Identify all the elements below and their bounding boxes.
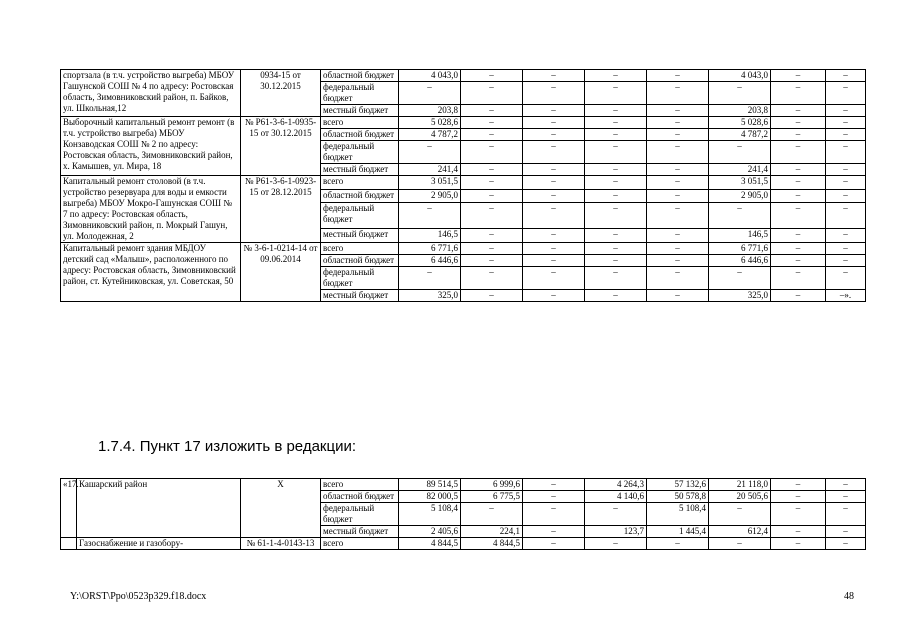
amount-cell: – xyxy=(585,176,647,190)
funding-source: всего xyxy=(321,117,399,129)
amount-cell: 1 445,4 xyxy=(647,526,709,538)
amount-cell: 5 108,4 xyxy=(647,503,709,526)
amount-cell: – xyxy=(523,503,585,526)
object-name: Кашарский район xyxy=(77,479,241,538)
amount-cell: – xyxy=(523,267,585,290)
funding-source: областной бюджет xyxy=(321,189,399,203)
amount-cell: 82 000,5 xyxy=(399,491,461,503)
amount-cell: 6 446,6 xyxy=(399,255,461,267)
funding-source: федеральный бюджет xyxy=(321,267,399,290)
funding-source: федеральный бюджет xyxy=(321,503,399,526)
amount-cell: – xyxy=(523,526,585,538)
budget-table-item-17 xyxy=(60,478,866,550)
amount-cell: – xyxy=(771,105,826,117)
amount-cell: – xyxy=(826,229,866,243)
amount-cell: – xyxy=(647,229,709,243)
amount-cell: 241,4 xyxy=(399,164,461,176)
amount-cell: 5 028,6 xyxy=(709,117,771,129)
amount-cell: – xyxy=(771,503,826,526)
amount-cell: 4 264,3 xyxy=(585,479,647,491)
funding-source: областной бюджет xyxy=(321,255,399,267)
amount-cell: 612,4 xyxy=(709,526,771,538)
amount-cell: 4 043,0 xyxy=(709,70,771,82)
amount-cell: – xyxy=(523,189,585,203)
funding-source: всего xyxy=(321,243,399,255)
amount-cell: – xyxy=(585,105,647,117)
amount-cell: – xyxy=(826,538,866,550)
amount-cell: – xyxy=(461,503,523,526)
amount-cell: – xyxy=(647,164,709,176)
amount-cell: – xyxy=(585,141,647,164)
amount-cell: – xyxy=(523,203,585,229)
amount-cell: – xyxy=(523,70,585,82)
object-name: Газоснабжение и газоборy- xyxy=(77,538,241,550)
amount-cell: – xyxy=(585,82,647,105)
amount-cell: – xyxy=(771,491,826,503)
amount-cell: – xyxy=(523,243,585,255)
amount-cell: – xyxy=(771,117,826,129)
amount-cell: 6 999,6 xyxy=(461,479,523,491)
budget-table-continued xyxy=(60,69,866,302)
amount-cell: – xyxy=(461,82,523,105)
amount-cell: – xyxy=(647,82,709,105)
amount-cell: – xyxy=(826,255,866,267)
amount-cell: 325,0 xyxy=(709,290,771,302)
amount-cell: 57 132,6 xyxy=(647,479,709,491)
amount-cell: – xyxy=(771,479,826,491)
amount-cell: –». xyxy=(826,290,866,302)
amount-cell: – xyxy=(647,267,709,290)
amount-cell: – xyxy=(523,176,585,190)
amount-cell: 203,8 xyxy=(709,105,771,117)
document-number: № Р61-3-6-1-0935-15 от 30.12.2015 xyxy=(241,117,321,176)
amount-cell: 21 118,0 xyxy=(709,479,771,491)
amount-cell: – xyxy=(461,176,523,190)
item-number xyxy=(61,538,77,550)
amount-cell: – xyxy=(647,117,709,129)
amount-cell: – xyxy=(523,105,585,117)
funding-source: местный бюджет xyxy=(321,164,399,176)
amount-cell: 4 140,6 xyxy=(585,491,647,503)
item-number: «17. xyxy=(61,479,77,538)
amount-cell: – xyxy=(647,141,709,164)
amount-cell: – xyxy=(461,105,523,117)
funding-source: областной бюджет xyxy=(321,129,399,141)
funding-source: федеральный бюджет xyxy=(321,141,399,164)
table-row xyxy=(61,117,866,129)
amount-cell: – xyxy=(647,129,709,141)
amount-cell: 5 028,6 xyxy=(399,117,461,129)
amount-cell: – xyxy=(523,164,585,176)
funding-source: местный бюджет xyxy=(321,526,399,538)
amount-cell: 224,1 xyxy=(461,526,523,538)
amount-cell: – xyxy=(771,290,826,302)
amount-cell: – xyxy=(399,203,461,229)
amount-cell: – xyxy=(771,141,826,164)
amount-cell: 325,0 xyxy=(399,290,461,302)
amount-cell: – xyxy=(826,243,866,255)
amount-cell: – xyxy=(461,117,523,129)
amount-cell: – xyxy=(461,203,523,229)
amount-cell: – xyxy=(585,229,647,243)
amount-cell: – xyxy=(523,82,585,105)
document-number: Х xyxy=(241,479,321,538)
amount-cell: – xyxy=(771,189,826,203)
amount-cell: – xyxy=(709,141,771,164)
amount-cell: – xyxy=(826,203,866,229)
amount-cell: – xyxy=(647,290,709,302)
amount-cell: – xyxy=(826,70,866,82)
amount-cell: – xyxy=(523,479,585,491)
amount-cell: – xyxy=(826,176,866,190)
document-number: № 3-6-1-0214-14 от 09.06.2014 xyxy=(241,243,321,302)
amount-cell: – xyxy=(461,189,523,203)
amount-cell: – xyxy=(461,243,523,255)
object-name: Капитальный ремонт здания МБДОУ детский сад «Малыш», расположенного по адресу: Ростовская область, Зимовниковский район, ст. Кутейниковская, ул. Советская, 50 xyxy=(61,243,241,302)
amount-cell: – xyxy=(399,82,461,105)
object-name: спортзала (в т.ч. устройство выгреба) МБОУ Гашунской СОШ № 4 по адресу: Ростовская область, Зимовниковский район, п. Байков, ул. Школьная,12 xyxy=(61,70,241,117)
document-number: № 61-1-4-0143-13 xyxy=(241,538,321,550)
funding-source: всего xyxy=(321,479,399,491)
section-heading: 1.7.4. Пункт 17 изложить в редакции: xyxy=(98,438,356,455)
amount-cell: – xyxy=(709,82,771,105)
amount-cell: 2 905,0 xyxy=(399,189,461,203)
amount-cell: – xyxy=(771,129,826,141)
amount-cell: 6 771,6 xyxy=(399,243,461,255)
amount-cell: – xyxy=(585,70,647,82)
amount-cell: 3 051,5 xyxy=(399,176,461,190)
amount-cell: – xyxy=(523,129,585,141)
amount-cell: 4 787,2 xyxy=(399,129,461,141)
amount-cell: – xyxy=(461,229,523,243)
amount-cell: – xyxy=(826,129,866,141)
document-number: 0934-15 от 30.12.2015 xyxy=(241,70,321,117)
funding-source: федеральный бюджет xyxy=(321,203,399,229)
amount-cell: – xyxy=(771,526,826,538)
amount-cell: – xyxy=(585,243,647,255)
amount-cell: 50 578,8 xyxy=(647,491,709,503)
amount-cell: – xyxy=(585,203,647,229)
amount-cell: – xyxy=(647,189,709,203)
amount-cell: – xyxy=(647,105,709,117)
table-row xyxy=(61,243,866,255)
amount-cell: – xyxy=(826,164,866,176)
amount-cell: – xyxy=(647,243,709,255)
amount-cell: 3 051,5 xyxy=(709,176,771,190)
amount-cell: 2 905,0 xyxy=(709,189,771,203)
amount-cell: 4 043,0 xyxy=(399,70,461,82)
amount-cell: – xyxy=(826,141,866,164)
amount-cell: – xyxy=(771,164,826,176)
amount-cell: – xyxy=(647,538,709,550)
amount-cell: – xyxy=(585,164,647,176)
amount-cell: – xyxy=(523,491,585,503)
amount-cell: – xyxy=(523,229,585,243)
amount-cell: – xyxy=(647,203,709,229)
amount-cell: – xyxy=(523,538,585,550)
amount-cell: – xyxy=(399,141,461,164)
amount-cell: 4 787,2 xyxy=(709,129,771,141)
amount-cell: – xyxy=(771,82,826,105)
amount-cell: – xyxy=(826,117,866,129)
amount-cell: – xyxy=(771,243,826,255)
document-number: № Р61-3-6-1-0923-15 от 28.12.2015 xyxy=(241,176,321,243)
table-row xyxy=(61,176,866,190)
amount-cell: – xyxy=(461,70,523,82)
amount-cell: 6 775,5 xyxy=(461,491,523,503)
amount-cell: 241,4 xyxy=(709,164,771,176)
table-row xyxy=(61,538,866,550)
amount-cell: – xyxy=(709,267,771,290)
funding-source: областной бюджет xyxy=(321,70,399,82)
amount-cell: 203,8 xyxy=(399,105,461,117)
footer-file-path: Y:\ORST\Ppo\0523p329.f18.docx xyxy=(70,591,207,602)
amount-cell: – xyxy=(826,479,866,491)
amount-cell: – xyxy=(826,189,866,203)
object-name: Выборочный капитальный ремонт ремонт (в т.ч. устройство выгреба) МБОУ Конзаводская СОШ № 2 по адресу: Ростовская область, Зимовниковский район, х. Камышев, ул. Мира, 18 xyxy=(61,117,241,176)
amount-cell: – xyxy=(461,290,523,302)
object-name: Капитальный ремонт столовой (в т.ч. устройство резервуара для воды и емкости выгреба) МБОУ Мокро-Гашунская СОШ № 7 по адресу: Ростовская область, Зимовниковский район, п. Мокрый Гашун, ул. Молодежная, 2 xyxy=(61,176,241,243)
amount-cell: – xyxy=(647,255,709,267)
amount-cell: 89 514,5 xyxy=(399,479,461,491)
amount-cell: – xyxy=(585,189,647,203)
amount-cell: – xyxy=(826,503,866,526)
amount-cell: 20 505,6 xyxy=(709,491,771,503)
amount-cell: – xyxy=(771,229,826,243)
amount-cell: – xyxy=(826,82,866,105)
funding-source: местный бюджет xyxy=(321,105,399,117)
amount-cell: 146,5 xyxy=(709,229,771,243)
amount-cell: – xyxy=(771,70,826,82)
amount-cell: 2 405,6 xyxy=(399,526,461,538)
amount-cell: – xyxy=(771,176,826,190)
amount-cell: 146,5 xyxy=(399,229,461,243)
amount-cell: – xyxy=(461,267,523,290)
amount-cell: – xyxy=(585,255,647,267)
amount-cell: – xyxy=(647,176,709,190)
amount-cell: 123,7 xyxy=(585,526,647,538)
amount-cell: – xyxy=(826,105,866,117)
amount-cell: – xyxy=(826,526,866,538)
amount-cell: – xyxy=(647,70,709,82)
funding-source: местный бюджет xyxy=(321,290,399,302)
amount-cell: – xyxy=(523,255,585,267)
table-row xyxy=(61,70,866,82)
amount-cell: – xyxy=(461,129,523,141)
amount-cell: – xyxy=(771,203,826,229)
footer-page-number: 48 xyxy=(844,591,854,602)
funding-source: местный бюджет xyxy=(321,229,399,243)
amount-cell: – xyxy=(771,255,826,267)
funding-source: областной бюджет xyxy=(321,491,399,503)
amount-cell: – xyxy=(771,538,826,550)
amount-cell: 4 844,5 xyxy=(461,538,523,550)
amount-cell: 5 108,4 xyxy=(399,503,461,526)
amount-cell: – xyxy=(826,491,866,503)
amount-cell: – xyxy=(709,503,771,526)
amount-cell: – xyxy=(826,267,866,290)
amount-cell: – xyxy=(585,503,647,526)
amount-cell: – xyxy=(523,117,585,129)
amount-cell: – xyxy=(709,203,771,229)
amount-cell: 6 771,6 xyxy=(709,243,771,255)
funding-source: всего xyxy=(321,176,399,190)
amount-cell: – xyxy=(771,267,826,290)
table-row xyxy=(61,479,866,491)
amount-cell: – xyxy=(585,129,647,141)
amount-cell: – xyxy=(585,117,647,129)
amount-cell: – xyxy=(461,141,523,164)
amount-cell: 4 844,5 xyxy=(399,538,461,550)
amount-cell: – xyxy=(523,141,585,164)
amount-cell: – xyxy=(585,290,647,302)
amount-cell: – xyxy=(585,267,647,290)
amount-cell: – xyxy=(523,290,585,302)
funding-source: всего xyxy=(321,538,399,550)
amount-cell: – xyxy=(461,255,523,267)
amount-cell: – xyxy=(585,538,647,550)
amount-cell: – xyxy=(461,164,523,176)
amount-cell: – xyxy=(709,538,771,550)
amount-cell: 6 446,6 xyxy=(709,255,771,267)
funding-source: федеральный бюджет xyxy=(321,82,399,105)
amount-cell: – xyxy=(399,267,461,290)
